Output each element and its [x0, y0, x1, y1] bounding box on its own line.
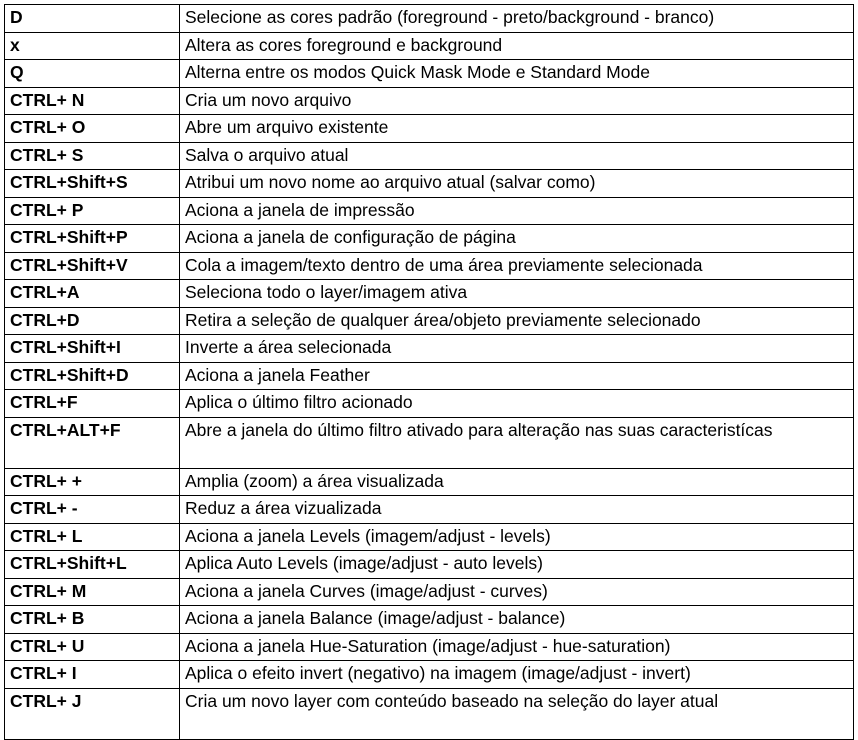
table-row — [5, 606, 854, 634]
table-row — [5, 688, 854, 739]
shortcut-description: Aciona a janela Hue-Saturation (image/adjust - hue-saturation) — [180, 633, 854, 661]
shortcut-key: CTRL+ U — [5, 633, 180, 661]
shortcut-description: Aciona a janela Feather — [180, 362, 854, 390]
shortcut-key: CTRL+ B — [5, 606, 180, 634]
table-row — [5, 633, 854, 661]
shortcut-key: CTRL+A — [5, 280, 180, 308]
shortcut-key: CTRL+ S — [5, 142, 180, 170]
table-row — [5, 417, 854, 468]
shortcut-key: CTRL+ - — [5, 496, 180, 524]
table-row — [5, 225, 854, 253]
shortcut-description: Retira a seleção de qualquer área/objeto previamente selecionado — [180, 307, 854, 335]
shortcut-key: Q — [5, 60, 180, 88]
table-row — [5, 362, 854, 390]
shortcut-key: CTRL+ M — [5, 578, 180, 606]
shortcut-description: Seleciona todo o layer/imagem ativa — [180, 280, 854, 308]
table-row — [5, 87, 854, 115]
shortcut-key: CTRL+D — [5, 307, 180, 335]
shortcut-key: CTRL+Shift+D — [5, 362, 180, 390]
shortcut-description: Alterna entre os modos Quick Mask Mode e Standard Mode — [180, 60, 854, 88]
shortcut-key: CTRL+Shift+V — [5, 252, 180, 280]
shortcut-key: CTRL+Shift+I — [5, 335, 180, 363]
shortcut-description: Abre um arquivo existente — [180, 115, 854, 143]
shortcut-key: x — [5, 32, 180, 60]
table-row — [5, 390, 854, 418]
shortcut-description: Salva o arquivo atual — [180, 142, 854, 170]
table-row — [5, 307, 854, 335]
shortcut-key: CTRL+ I — [5, 661, 180, 689]
shortcut-description: Atribui um novo nome ao arquivo atual (salvar como) — [180, 170, 854, 198]
shortcut-description: Inverte a área selecionada — [180, 335, 854, 363]
shortcut-description: Abre a janela do último filtro ativado para alteração nas suas caracteristícas — [180, 417, 854, 468]
table-row — [5, 5, 854, 33]
shortcut-key: CTRL+F — [5, 390, 180, 418]
shortcut-description: Cola a imagem/texto dentro de uma área previamente selecionada — [180, 252, 854, 280]
shortcut-description: Aplica o último filtro acionado — [180, 390, 854, 418]
table-row — [5, 252, 854, 280]
shortcut-key: CTRL+Shift+S — [5, 170, 180, 198]
shortcut-key: CTRL+ L — [5, 523, 180, 551]
shortcut-key: CTRL+Shift+P — [5, 225, 180, 253]
table-row — [5, 468, 854, 496]
table-row — [5, 60, 854, 88]
table-row — [5, 578, 854, 606]
shortcut-description: Aciona a janela Curves (image/adjust - curves) — [180, 578, 854, 606]
table-row — [5, 197, 854, 225]
shortcut-description: Reduz a área vizualizada — [180, 496, 854, 524]
shortcuts-table — [4, 4, 854, 740]
shortcut-key: CTRL+ALT+F — [5, 417, 180, 468]
shortcut-key: CTRL+ + — [5, 468, 180, 496]
shortcut-description: Amplia (zoom) a área visualizada — [180, 468, 854, 496]
shortcut-key: CTRL+ N — [5, 87, 180, 115]
table-row — [5, 661, 854, 689]
table-row — [5, 170, 854, 198]
table-row — [5, 142, 854, 170]
table-row — [5, 496, 854, 524]
table-row — [5, 551, 854, 579]
shortcut-key: D — [5, 5, 180, 33]
shortcut-description: Aplica Auto Levels (image/adjust - auto levels) — [180, 551, 854, 579]
shortcut-key: CTRL+Shift+L — [5, 551, 180, 579]
table-row — [5, 115, 854, 143]
table-row — [5, 335, 854, 363]
shortcut-description: Cria um novo arquivo — [180, 87, 854, 115]
table-row — [5, 280, 854, 308]
shortcut-description: Aciona a janela de impressão — [180, 197, 854, 225]
shortcut-description: Cria um novo layer com conteúdo baseado na seleção do layer atual — [180, 688, 854, 739]
table-row — [5, 32, 854, 60]
shortcut-description: Selecione as cores padrão (foreground - preto/background - branco) — [180, 5, 854, 33]
table-row — [5, 523, 854, 551]
shortcut-description: Altera as cores foreground e background — [180, 32, 854, 60]
shortcut-description: Aciona a janela Levels (imagem/adjust - levels) — [180, 523, 854, 551]
shortcut-description: Aciona a janela Balance (image/adjust - balance) — [180, 606, 854, 634]
shortcut-description: Aciona a janela de configuração de página — [180, 225, 854, 253]
shortcut-key: CTRL+ J — [5, 688, 180, 739]
shortcut-key: CTRL+ P — [5, 197, 180, 225]
shortcut-description: Aplica o efeito invert (negativo) na imagem (image/adjust - invert) — [180, 661, 854, 689]
shortcut-key: CTRL+ O — [5, 115, 180, 143]
